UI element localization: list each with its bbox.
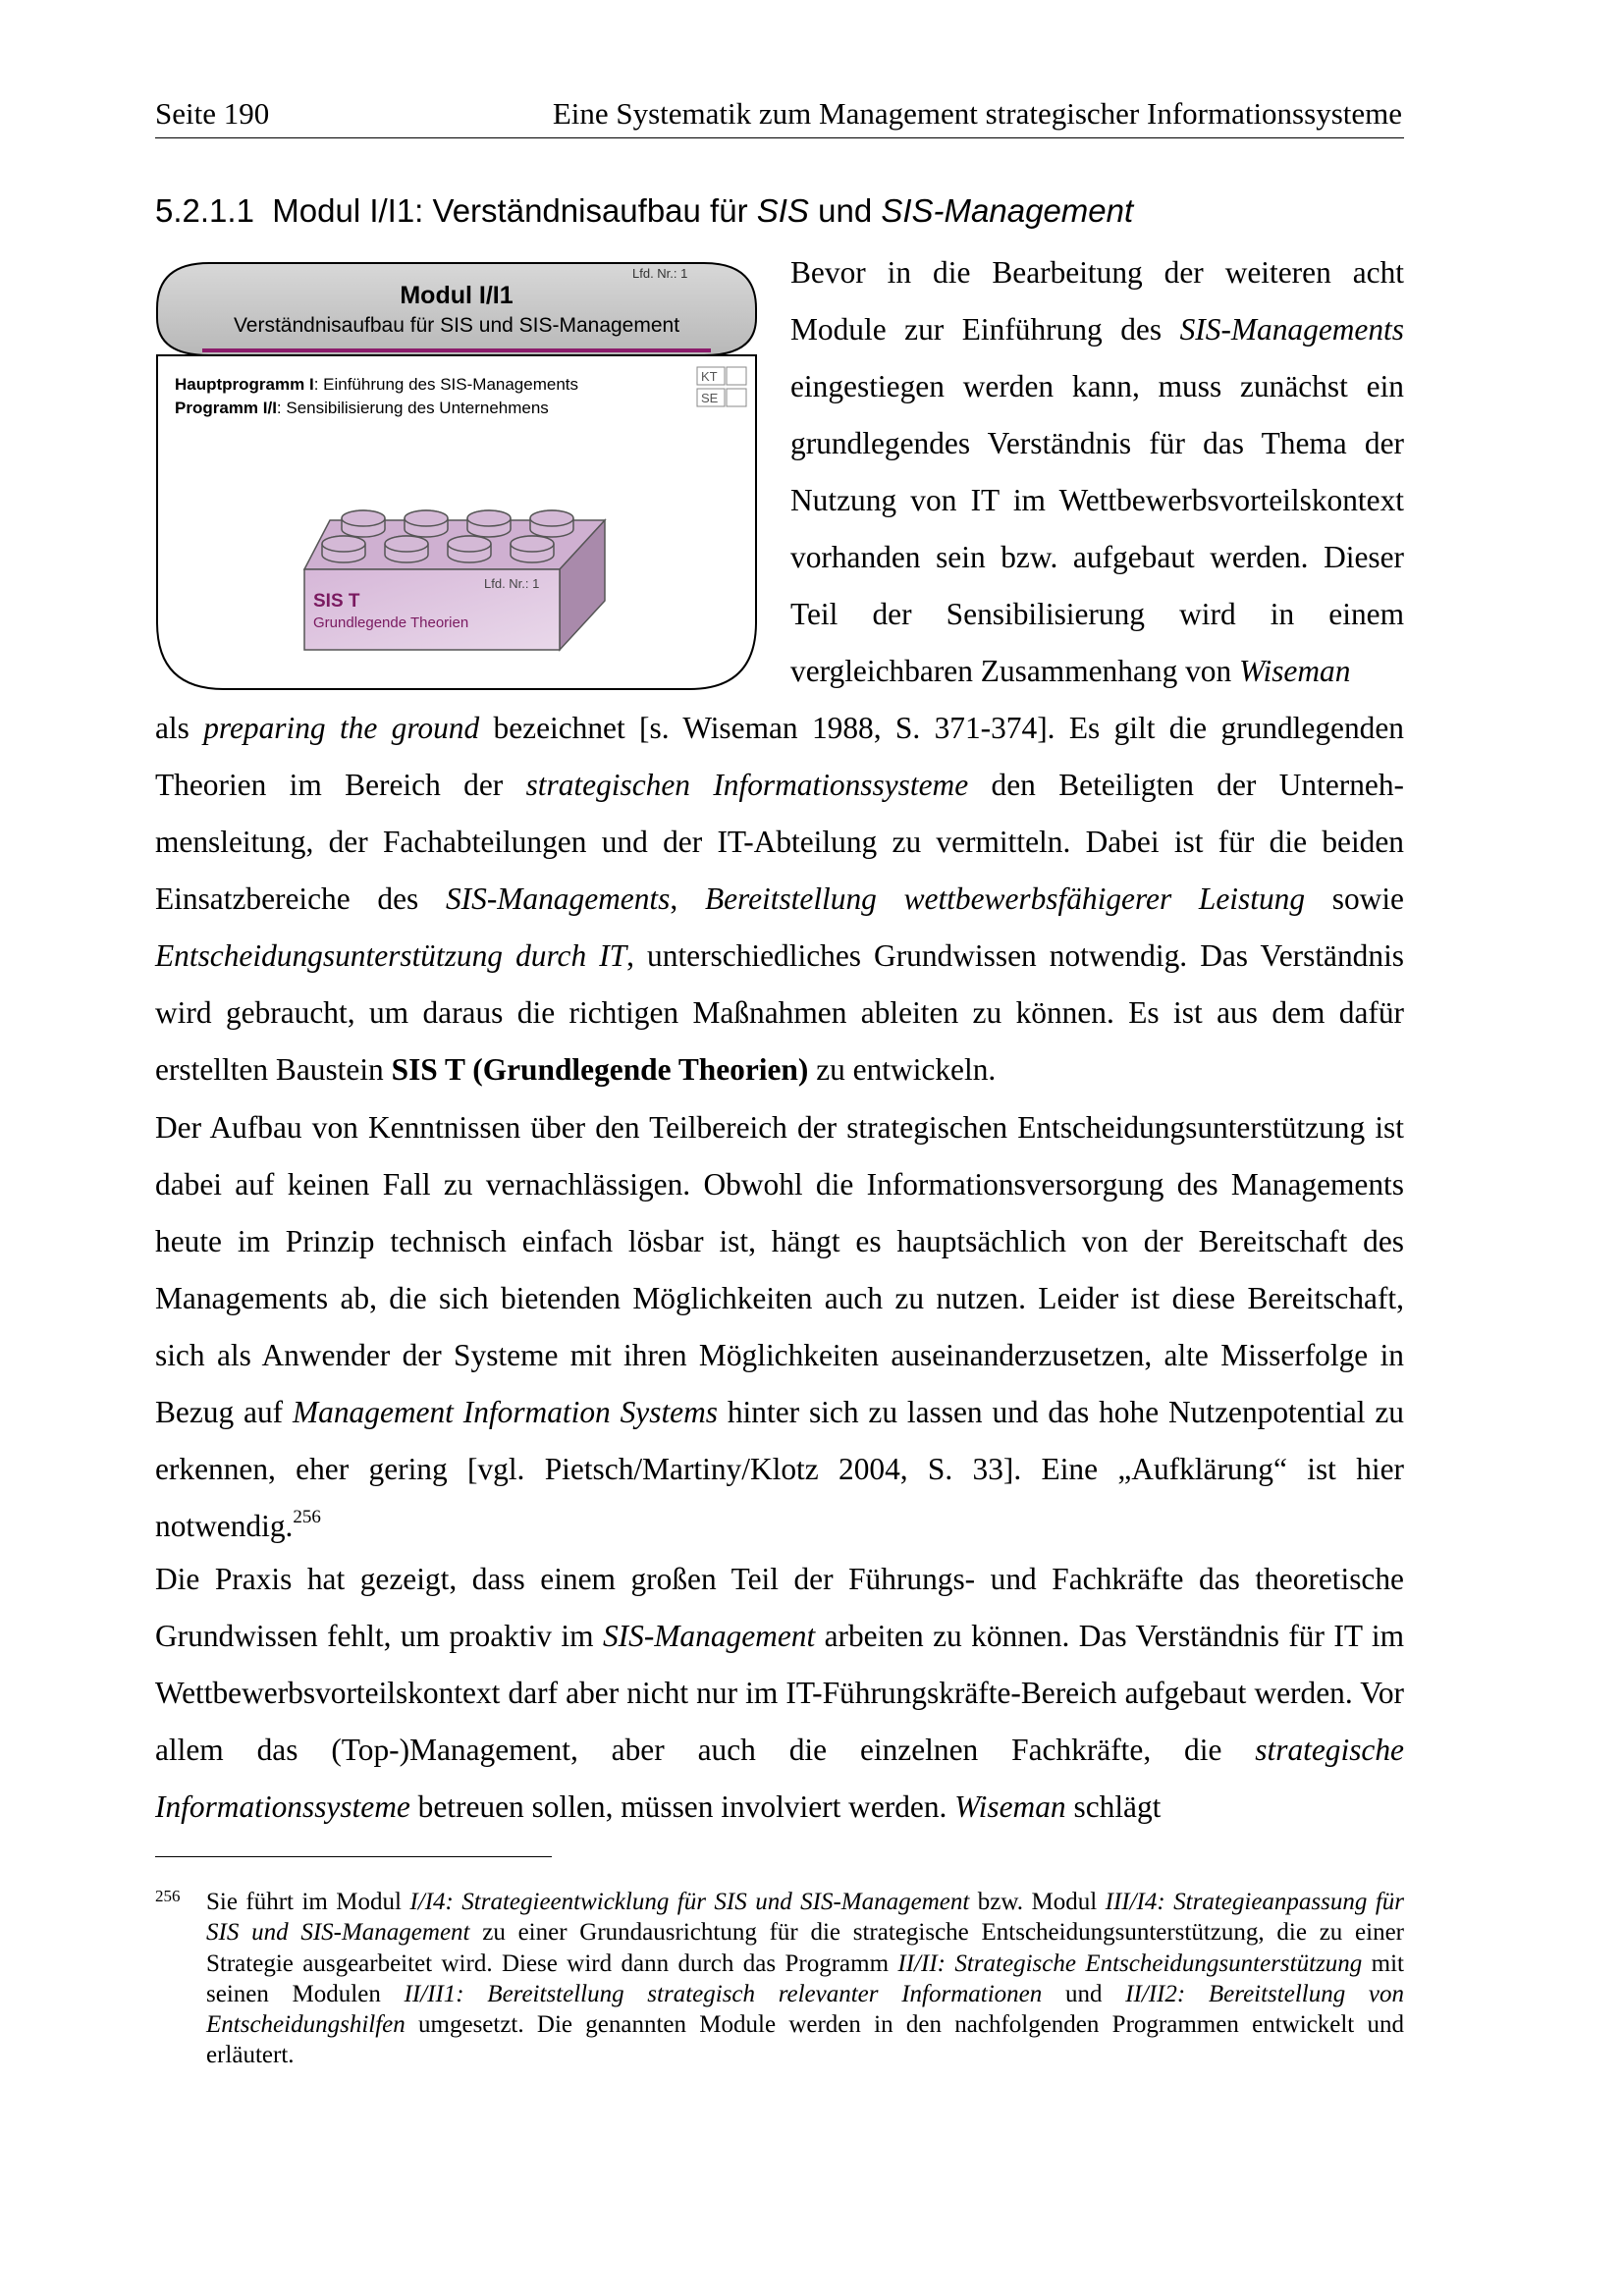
module-title: Modul I/I1 [400,282,514,309]
italic-term: Entscheidungsunterstützung durch IT [155,938,627,973]
module-diagram [155,261,758,691]
italic-author: Wiseman [1239,654,1351,688]
main-program-value: : Einführung des SIS-Managements [313,375,579,394]
section-title-and: und [808,192,882,229]
section-title-sis: SIS [756,192,809,229]
brick-title: SIS T [313,591,360,612]
program-label: Programm I/I [175,399,277,417]
italic-term: II/II: Strategische Entscheidungsunterstützung [897,1949,1363,1977]
text-span: Die Praxis hat gezeigt, dass einem großen Teil der Führungs- und Fachkräfte das theoretische Grundwissen fehlt, um proaktiv im [155,1562,1404,1653]
text-span: mit seinen Modulen [206,1949,1405,2007]
footnote-text [206,1887,1404,2071]
main-program-label: Hauptprogramm I [175,375,314,394]
section-title-prefix: Modul I/I1: Verständnisaufbau für [272,192,757,229]
se-badge-check [727,389,746,406]
footnote-separator [155,1856,552,1857]
text-span: den Beteiligten der Unternehmensleitung, der Fachabteilungen und der IT-Abteilung zu vermitteln. Dabei ist für die beiden Einsatzbereiche des [155,768,1404,916]
italic-term: Management Information Systems [293,1395,718,1429]
text-span: Bevor in die Bearbeitung der weiteren acht Module zur Einführung des [790,255,1404,347]
text-span: hinter sich zu lassen und das hohe Nutzenpotential zu erkennen, eher gering [vgl. Pietsch/Martiny/Klotz 2004, S. 33]. Eine „Aufklärung“ ist hier notwendig. [155,1395,1404,1543]
paragraph-1-continued [155,700,1404,1098]
section-heading [155,192,1133,230]
program-line [175,399,549,417]
section-number: 5.2.1.1 [155,192,254,229]
text-span: zu entwickeln. [808,1052,997,1087]
se-badge-label: SE [701,391,719,405]
italic-term: Bereitstellung wettbewerbsfähigerer Leistung [704,881,1306,916]
italic-author: Wiseman [954,1789,1066,1824]
main-program-line [175,375,578,394]
text-span: sowie [1305,881,1404,916]
bold-term: SIS T (Grundlegende Theorien) [391,1052,809,1087]
page-number: Seite 190 [155,96,270,131]
text-span: umgesetzt. Die genannten Module werden in den nachfolgenden Programmen entwickelt und erläutert. [206,2011,1404,2069]
text-span: bezeichnet [s. Wiseman 1988, S. 371-374]. Es gilt die grundlegenden Theorien im Bereich der [155,711,1404,802]
italic-term: SIS-Management [602,1619,816,1653]
italic-term: II/II1: Bereitstellung strategisch relevanter Informationen [404,1980,1043,2007]
module-subtitle: Verständnisaufbau für SIS und SIS-Management [233,314,680,337]
paragraph-2 [155,1099,1404,1555]
section-title-sis-management: SIS-Management [881,192,1134,229]
text-span: , unterschiedliches Grundwissen notwendig. Das Verständnis wird gebraucht, um daraus die richtigen Maßnahmen ableiten zu können. Es ist aus dem dafür erstellten Baustein [155,938,1404,1087]
text-span: zu einer Grundausrichtung für die strategische Entscheidungsunterstützung, die zu einer Strategie ausgearbeitet wird. Diese wird dann durch das Programm [206,1919,1404,1977]
module-lfd-nr: Lfd. Nr.: 1 [632,266,688,281]
italic-term: preparing the ground [203,711,480,745]
paragraph-3 [155,1551,1404,1836]
footnote-number: 256 [155,1887,181,1905]
program-value: : Sensibilisierung des Unternehmens [276,399,549,417]
text-span: bzw. Modul [969,1889,1106,1915]
module-figure [155,261,758,691]
italic-term: I/I4: Strategieentwicklung für SIS und SIS-Management [409,1889,970,1915]
brick-subtitle: Grundlegende Theorien [313,614,469,631]
italic-term: strategischen Informationssysteme [525,768,969,802]
text-span: schlägt [1065,1789,1162,1824]
italic-term: SIS-Managements [445,881,671,916]
running-title: Eine Systematik zum Management strategischer Informationssysteme [552,96,1402,131]
text-span: arbeiten zu können. Das Verständnis für IT im Wettbewerbsvorteilskontext darf aber nicht nur im IT-Führungskräfte-Bereich aufgebaut werden. Vor allem das (Top-)Management, aber auch die einzelnen Fachkräfte, die [155,1619,1404,1767]
italic-term: SIS-Managements [1179,312,1404,347]
text-span: , [670,881,705,916]
text-span: Sie führt im Modul [206,1889,410,1915]
paragraph-1-intro [790,244,1404,700]
kt-badge-check [727,367,746,385]
italic-term: II/II2: Bereitstellung von Entscheidungshilfen [206,1980,1405,2039]
text-span: als [155,711,204,745]
text-span: betreuen sollen, müssen involviert werden. [409,1789,955,1824]
italic-term: III/I4: Strategieanpassung für SIS und SIS-Management [206,1889,1405,1947]
footnote [155,1887,1404,2071]
kt-badge-label: KT [701,369,718,384]
text-span: und [1042,1980,1126,2007]
text-span: Der Aufbau von Kenntnissen über den Teilbereich der strategischen Entscheidungsunterstützung ist dabei auf keinen Fall zu vernachlässigen. Obwohl die Informationsversorgung des Managements heute im Prinzip technisch einfach lösbar ist, hängt es hauptsächlich von der Bereitschaft des Managements ab, die sich bietenden Möglichkeiten auch zu nutzen. Leider ist diese Bereitschaft, sich als Anwender der Systeme mit ihren Möglichkeiten auseinanderzusetzen, alte Misserfolge in Bezug auf [155,1110,1404,1429]
footnote-reference[interactable]: 256 [293,1507,321,1527]
text-span: eingestiegen werden kann, muss zunächst ein grundlegendes Verständnis für das Thema der Nutzung von IT im Wettbewerbsvorteilskontext vorhanden sein bzw. aufgebaut werden. Dieser Teil der Sensibilisierung wird in einem vergleichbaren Zusammenhang von [790,369,1404,688]
brick-lfd-nr: Lfd. Nr.: 1 [484,576,540,591]
running-header [155,94,1404,138]
italic-term: strategische Informationssysteme [155,1733,1404,1824]
